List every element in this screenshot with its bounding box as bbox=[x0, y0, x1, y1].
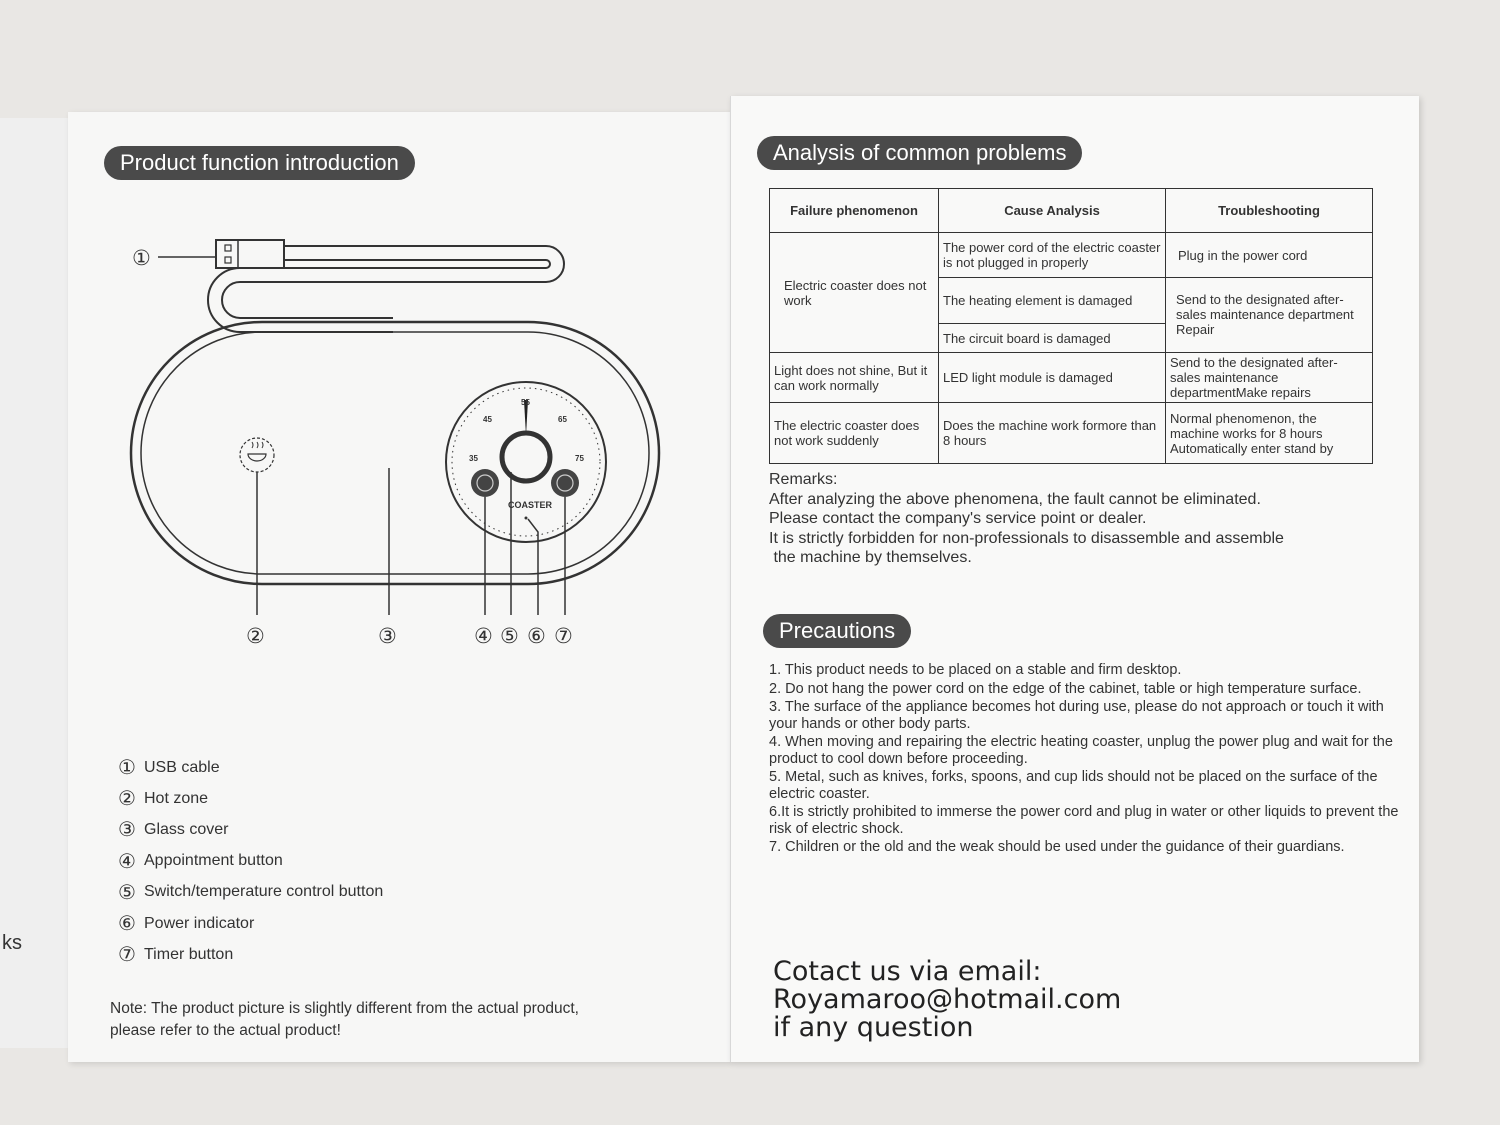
section-header-precautions: Precautions bbox=[763, 614, 911, 648]
table-cell-fix: Send to the designated after-sales maintenance department Repair bbox=[1166, 277, 1373, 352]
table-header-cause: Cause Analysis bbox=[939, 189, 1166, 233]
legend-item: ② Hot zone bbox=[118, 788, 209, 811]
contact-question-line: if any question bbox=[773, 1012, 974, 1043]
remarks-line: After analyzing the above phenomena, the fault cannot be eliminated. bbox=[769, 490, 1261, 508]
table-cell-cause: The circuit board is damaged bbox=[939, 324, 1166, 352]
power-indicator bbox=[525, 517, 528, 520]
legend-item: ⑤ Switch/temperature control button bbox=[118, 881, 384, 904]
list-item: 2. Do not hang the power cord on the edge of the cabinet, table or high temperature surface. bbox=[769, 680, 1362, 697]
contact-info bbox=[773, 958, 1393, 1042]
remarks-line: Please contact the company's service point or dealer. bbox=[769, 510, 1147, 528]
appointment-button bbox=[471, 469, 499, 497]
diagram-marker-3: ③ bbox=[378, 624, 397, 648]
section-header-product-function: Product function introduction bbox=[104, 146, 415, 180]
hot-zone-icon bbox=[240, 438, 274, 472]
contact-email-line: Cotact us via email: Royamaroo@hotmail.com bbox=[773, 956, 1122, 1015]
table-cell-cause: Does the machine work formore than 8 hours bbox=[939, 403, 1166, 464]
table-cell-failure: The electric coaster does not work suddenly bbox=[770, 403, 939, 464]
timer-button bbox=[551, 469, 579, 497]
table-header-failure: Failure phenomenon bbox=[770, 189, 939, 233]
dial-label-75: 75 bbox=[575, 454, 584, 463]
table-cell-fix: Normal phenomenon, the machine works for 8 hours Automatically enter stand by bbox=[1166, 403, 1373, 464]
table-cell-cause: The power cord of the electric coaster is not plugged in properly bbox=[939, 233, 1166, 277]
list-item: 7. Children or the old and the weak should be used under the guidance of their guardians. bbox=[769, 839, 1345, 855]
remarks-block bbox=[769, 470, 1409, 568]
legend-item: ⑦ Timer button bbox=[118, 944, 234, 967]
legend-item: ④ Appointment button bbox=[118, 850, 283, 873]
precautions-list bbox=[769, 662, 1403, 858]
dial-label-35: 35 bbox=[469, 454, 478, 463]
remarks-line: It is strictly forbidden for non-professionals to disassemble and assemble bbox=[769, 529, 1284, 547]
background-page-text: ks bbox=[2, 932, 22, 954]
dial-label-45: 45 bbox=[483, 415, 492, 424]
product-note: Note: The product picture is slightly different from the actual product, please refer to the actual product! bbox=[110, 1000, 579, 1039]
diagram-marker-4: ④ bbox=[474, 624, 493, 648]
switch-temperature-button bbox=[502, 433, 550, 481]
left-page bbox=[68, 112, 730, 1062]
table-cell-fix: Plug in the power cord bbox=[1166, 233, 1373, 277]
legend-item: ③ Glass cover bbox=[118, 819, 229, 842]
dial-brand-label: COASTER bbox=[508, 500, 553, 510]
list-item: 5. Metal, such as knives, forks, spoons, and cup lids should not be placed on the surface of the electric coaster. bbox=[769, 769, 1378, 802]
list-item: 6.It is strictly prohibited to immerse the power cord and plug in water or other liquids to prevent the risk of electric shock. bbox=[769, 804, 1399, 837]
right-page bbox=[730, 96, 1419, 1062]
table-cell-failure: Light does not shine, But it can work normally bbox=[770, 352, 939, 403]
coaster-body-outline bbox=[131, 322, 659, 584]
list-item: 4. When moving and repairing the electric heating coaster, unplug the power plug and wait for the product to cool down before proceeding. bbox=[769, 734, 1393, 767]
remarks-line: the machine by themselves. bbox=[769, 549, 972, 567]
usb-plug-icon bbox=[216, 240, 284, 268]
diagram-marker-6: ⑥ bbox=[527, 624, 546, 648]
legend-item: ① USB cable bbox=[118, 757, 220, 780]
product-diagram bbox=[68, 112, 730, 672]
diagram-marker-7: ⑦ bbox=[554, 624, 573, 648]
dial-label-65: 65 bbox=[558, 415, 567, 424]
problems-table bbox=[769, 188, 1373, 464]
list-item: 3. The surface of the appliance becomes hot during use, please do not approach or touch it with your hands or other body parts. bbox=[769, 699, 1384, 732]
usb-cable-icon bbox=[222, 246, 564, 318]
component-legend bbox=[118, 752, 383, 970]
remarks-title: Remarks: bbox=[769, 471, 838, 488]
diagram-marker-2: ② bbox=[246, 624, 265, 648]
legend-item: ⑥ Power indicator bbox=[118, 913, 255, 936]
table-header-troubleshooting: Troubleshooting bbox=[1166, 189, 1373, 233]
table-cell-cause: The heating element is damaged bbox=[939, 277, 1166, 324]
diagram-marker-1: ① bbox=[132, 246, 151, 270]
table-cell-cause: LED light module is damaged bbox=[939, 352, 1166, 403]
dial-label-55: 55 bbox=[521, 398, 530, 407]
section-header-common-problems: Analysis of common problems bbox=[757, 136, 1082, 170]
table-cell-fix: Send to the designated after-sales maintenance departmentMake repairs bbox=[1166, 352, 1373, 403]
table-cell-failure: Electric coaster does not work bbox=[770, 233, 939, 352]
diagram-marker-5: ⑤ bbox=[500, 624, 519, 648]
list-item: 1. This product needs to be placed on a stable and firm desktop. bbox=[769, 662, 1182, 678]
